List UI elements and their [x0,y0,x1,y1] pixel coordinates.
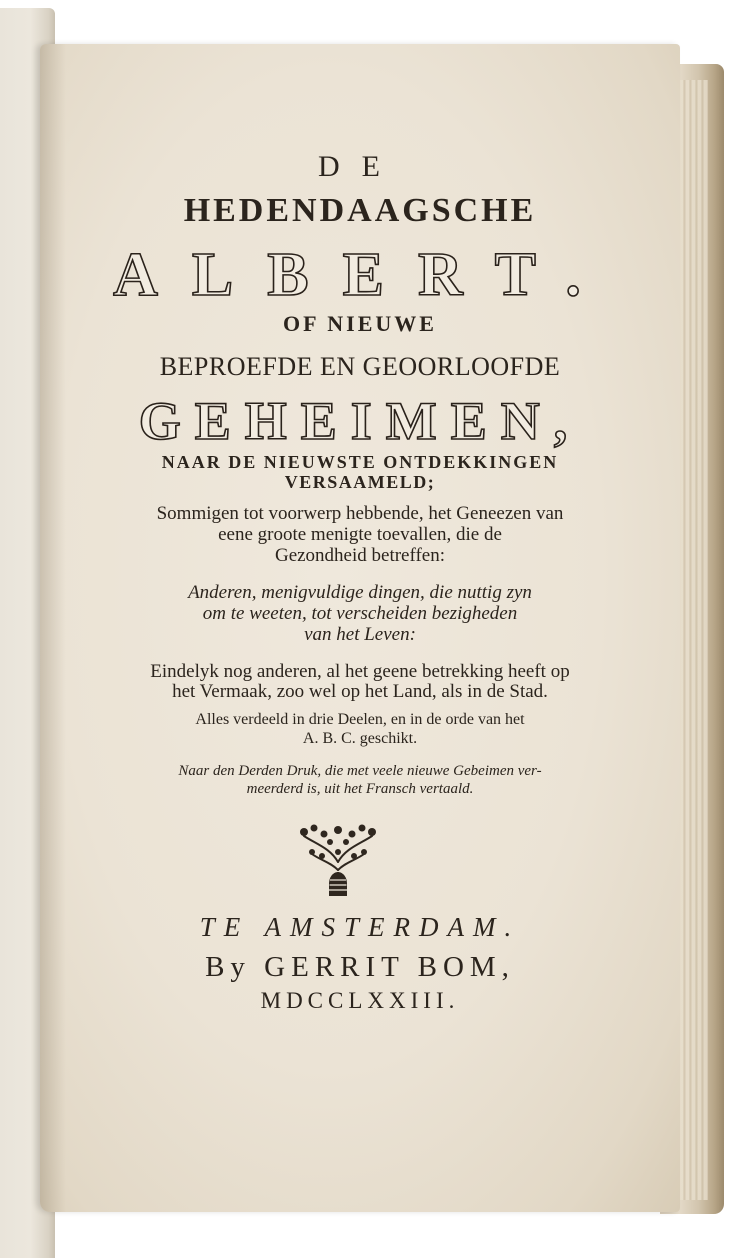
title-line-hedendaagsche: HEDENDAAGSCHE [183,192,537,229]
beehive-vine-ornament-icon [296,818,380,898]
anderen-line-2: om te weeten, tot verscheiden bezigheden [202,603,518,624]
subtitle-line-versaameld: VERSAAMELD; [284,472,436,492]
eindelyk-line-1: Eindelyk nog anderen, al het geene betrekking heeft op [150,661,570,682]
anderen-line-3: van het Leven: [304,624,416,645]
eindelyk-line-2: het Vermaak, zoo wel op het Land, als in de Stad. [172,681,548,702]
sommigen-line-2: eene groote menigte toevallen, die de [218,524,502,545]
sommigen-line-3: Gezondheid betreffen: [274,545,446,566]
title-line-of-nieuwe: OF NIEUWE [283,311,437,336]
alles-line-1: Alles verdeeld in drie Deelen, en in de orde van het [195,711,525,728]
sommigen-line-1: Sommigen tot voorwerp hebbende, het Geneezen van [156,503,564,524]
title-line-de: DE [318,150,402,183]
naar-druk-line-1: Naar den Derden Druk, die met veele nieuwe Gebeimen ver- [178,763,542,779]
imprint-year: MDCCLXXIII. [260,988,460,1013]
title-line-geheimen: GEHEIMEN, [138,391,582,451]
anderen-line-1: Anderen, menigvuldige dingen, die nuttig zyn [188,582,532,603]
alles-line-2: A. B. C. geschikt. [302,730,418,747]
title-line-beproefde: BEPROEFDE EN GEOORLOOFDE [159,352,561,381]
naar-druk-line-2: meerderd is, uit het Fransch vertaald. [246,781,474,797]
subtitle-line-naar-de: NAAR DE NIEUWSTE ONTDEKKINGEN [161,452,559,472]
imprint-printer: By GERRIT BOM, [205,951,515,983]
title-line-albert: ALBERT. [113,241,615,309]
imprint-city: TE AMSTERDAM. [199,912,521,942]
